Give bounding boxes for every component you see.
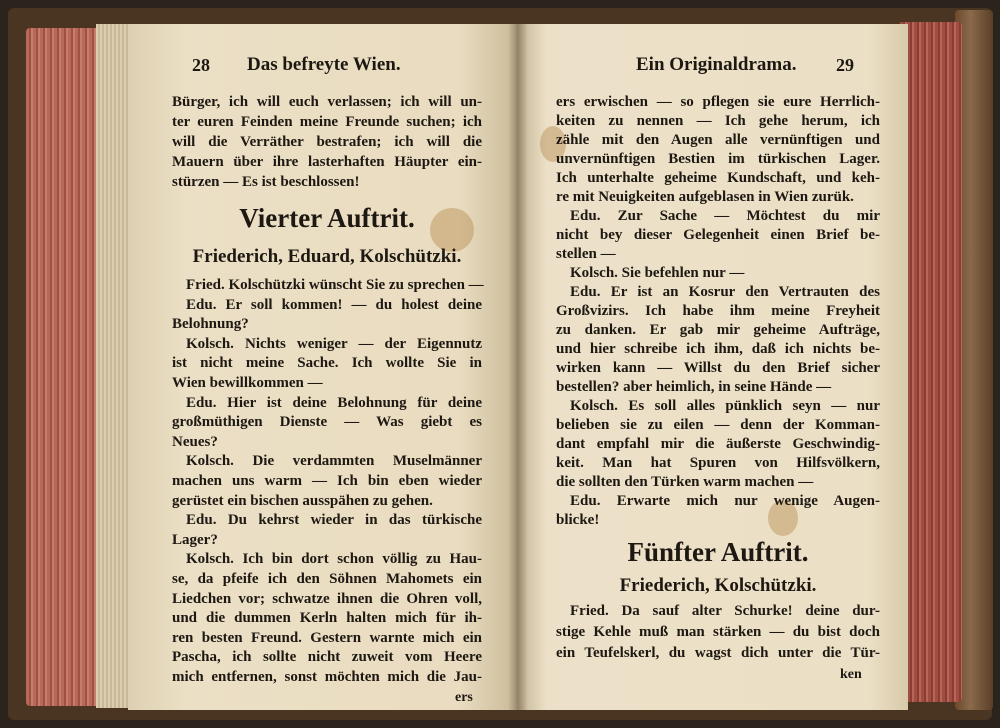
text-line: ter euren Feinden meine Freunde suchen; ich (172, 114, 482, 130)
text-line: ers erwischen — so pflegen sie eure Herrlich- (556, 94, 880, 110)
text-line: belieben sie zu eilen — denn der Komman- (556, 417, 880, 433)
page-number: 29 (836, 55, 854, 75)
text-line: mich entfernen, sonst möchten mich die Jau- (172, 669, 482, 685)
text-line: großmüthigen Dienste — Was giebt es (172, 414, 482, 431)
text-line: Kolsch. Die verdammten Muselmänner (186, 453, 482, 470)
text-line: ren besten Freund. Gestern warnte mich ein (172, 629, 482, 646)
text-line: dant empfahl mir die äußerste Geschwindig- (556, 436, 880, 452)
text-line: Pascha, ich sollte nicht zuweit vom Heere (172, 649, 482, 666)
character-list: Friederich, Kolschützki. (619, 575, 817, 596)
text-line: gerüstet ein bischen ausspähen zu gehen. (172, 492, 433, 509)
text-line: Lager? (172, 531, 218, 548)
text-line: Edu. Hier ist deine Belohnung für deine (186, 394, 482, 411)
text-line: und hier schreibe ich ihm, daß ich nichts be- (556, 341, 880, 357)
text-line: zu danken. Er gab mir geheime Aufträge, (556, 322, 880, 338)
text-line: ist nicht meine Sache. Ich wollte Sie in (172, 355, 482, 372)
text-line: Kolsch. Ich bin dort schon völlig zu Hau- (186, 551, 482, 568)
text-line: und die dummen Kerln halten mich für ih- (172, 610, 482, 627)
scene-heading: Fünfter Auftrit. (627, 537, 809, 567)
text-line: Bürger, ich will euch verlassen; ich will un- (172, 94, 482, 110)
text-line: Edu. Du kehrst wieder in das türkische (186, 512, 482, 529)
text-line: re mit Neuigkeiten aufgeblasen in Wien zurük. (556, 189, 854, 205)
text-line: Ich unterhalte geheime Kundschaft, und keh- (556, 170, 880, 186)
text-line: wirken kann — Willst du den Brief sicher (556, 360, 880, 376)
catchword: ers (455, 690, 473, 705)
text-line: stürzen — Es ist beschlossen! (172, 174, 360, 190)
book-gutter (508, 24, 528, 710)
character-list: Friederich, Eduard, Kolschützki. (192, 246, 462, 267)
text-line: machen uns warm — Ich bin eben wieder (172, 473, 482, 489)
text-line: Kolsch. Es soll alles pünklich seyn — nur (570, 398, 880, 414)
text-line: Edu. Er soll kommen! — du holest deine (186, 296, 482, 313)
scene-heading: Vierter Auftrit. (239, 203, 415, 233)
text-line: Fried. Da sauf alter Schurke! deine dur- (570, 603, 880, 619)
text-line: Kolsch. Nichts weniger — der Eigennutz (186, 335, 482, 352)
text-line: Wien bewillkommen — (172, 375, 323, 391)
text-line: keiten zu nennen — Ich gehe herum, ich (556, 113, 880, 129)
text-line: stellen — (556, 246, 616, 262)
text-line: blicke! (556, 512, 600, 528)
text-line: ein Teufelskerl, du wagst dich unter die Tür- (556, 645, 880, 661)
text-line: Mauern über ihre lasterhaften Häupter ein- (172, 154, 482, 170)
text-line: stige Kehle muß man stärken — du bist doch (556, 624, 880, 640)
text-line: Edu. Erwarte mich nur wenige Augen- (570, 493, 880, 509)
text-line: se, da pfeife ich den Söhnen Mahomets ein (172, 571, 482, 587)
text-line: Kolsch. Sie befehlen nur — (570, 265, 745, 281)
text-line: will die Verräther bestrafen; ich will die (172, 134, 482, 150)
text-line: Belohnung? (172, 316, 249, 333)
text-line: Liedchen vor; schwatze ihnen die Ohren voll, (172, 590, 482, 607)
text-line: Großvizirs. Ich habe ihm meine Freyheit (556, 303, 880, 319)
text-line: Neues? (172, 433, 218, 450)
running-head: Ein Originaldrama. (636, 54, 797, 75)
page-number: 28 (192, 55, 210, 75)
text-line: die sollten den Türken warm machen — (556, 474, 814, 490)
text-line: Edu. Zur Sache — Möchtest du mir (570, 208, 880, 224)
text-line: unvernünftigen Bestien im türkischen Lager. (556, 151, 880, 167)
page-edges-right (900, 22, 962, 702)
text-line: keit. Man hat Spuren von Hilfsvölkern, (556, 455, 880, 471)
catchword: ken (840, 667, 862, 682)
running-head: Das befreyte Wien. (247, 54, 401, 75)
text-line: bestellen? aber heimlich, in seine Hände — (556, 379, 832, 395)
text-line: nicht bey dieser Gelegenheit einen Brief be- (556, 227, 880, 243)
text-line: zähle mit den Augen alle vernünftigen und (556, 132, 880, 148)
text-line: Edu. Er ist an Kosrur den Vertrauten des (570, 284, 880, 300)
text-line: Fried. Kolschützki wünscht Sie zu sprechen — (186, 277, 484, 293)
